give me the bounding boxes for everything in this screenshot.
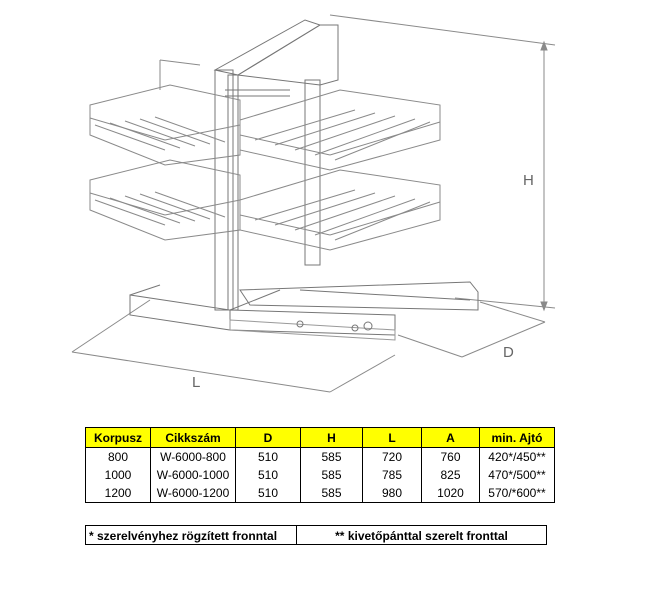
cell-korpusz: 800 [86,448,151,467]
depth-label: D [503,344,514,361]
header-l: L [363,428,422,448]
table-row [86,448,555,467]
cell-l: 980 [363,484,422,503]
cell-cikkszam: W-6000-1000 [151,466,236,484]
cell-h: 585 [301,466,363,484]
height-label: H [523,172,534,189]
cell-l: 720 [363,448,422,467]
cell-korpusz: 1200 [86,484,151,503]
upper-left-basket [90,60,240,165]
table-row [86,484,555,503]
cell-korpusz: 1000 [86,466,151,484]
table-header-row [86,428,555,448]
cell-a: 825 [422,466,480,484]
cell-min-ajto: 470*/500** [480,466,555,484]
header-korpusz: Korpusz [86,428,151,448]
cell-d: 510 [236,484,301,503]
cell-d: 510 [236,448,301,467]
lower-left-basket [90,160,240,240]
header-min-ajto: min. Ajtó [480,428,555,448]
cell-min-ajto: 420*/450** [480,448,555,467]
header-cikkszam: Cikkszám [151,428,236,448]
spec-table [85,427,555,503]
cell-h: 585 [301,484,363,503]
upper-right-basket [240,90,440,170]
table-row [86,466,555,484]
length-label: L [192,374,201,391]
cell-cikkszam: W-6000-1200 [151,484,236,503]
note-fixed-front: * szerelvényhez rögzített fronntal [85,525,297,545]
lower-right-basket [240,170,440,250]
vertical-column [215,20,338,310]
cell-l: 785 [363,466,422,484]
note-hinge-front: ** kivetőpánttal szerelt fronttal [297,525,547,545]
cell-d: 510 [236,466,301,484]
cell-cikkszam: W-6000-800 [151,448,236,467]
cell-a: 1020 [422,484,480,503]
base-frame [130,282,478,340]
header-d: D [236,428,301,448]
cell-min-ajto: 570/*600** [480,484,555,503]
cell-a: 760 [422,448,480,467]
header-a: A [422,428,480,448]
height-dimension-line [330,15,555,310]
cell-h: 585 [301,448,363,467]
header-h: H [301,428,363,448]
footnotes [85,525,547,545]
